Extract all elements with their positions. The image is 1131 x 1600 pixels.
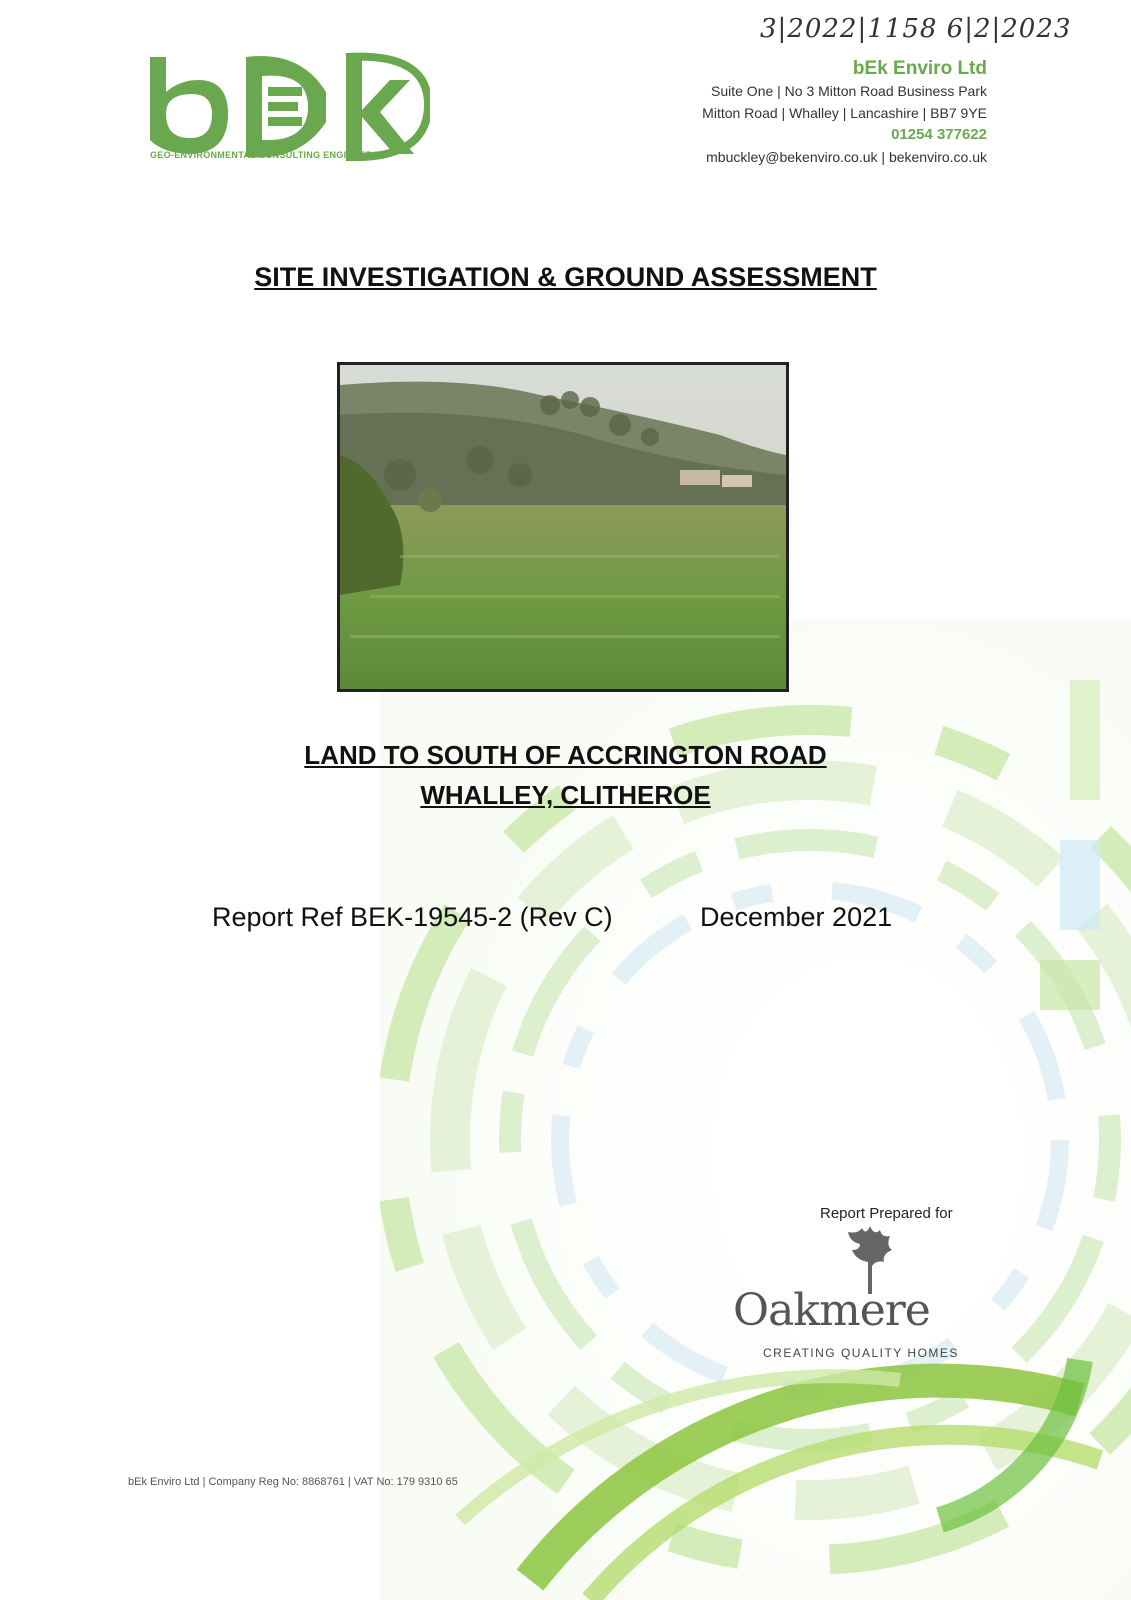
site-photo <box>337 362 789 692</box>
company-email-website: mbuckley@bekenviro.co.uk | bekenviro.co.uk <box>706 149 987 165</box>
document-title: SITE INVESTIGATION & GROUND ASSESSMENT <box>254 262 877 292</box>
company-name: bEk Enviro Ltd <box>852 58 987 79</box>
site-location-line-1: LAND TO SOUTH OF ACCRINGTON ROAD <box>304 740 827 770</box>
handwritten-reference-note: 3|2022|1158 6|2|2023 <box>760 14 1072 44</box>
site-location-line-2: WHALLEY, CLITHEROE <box>420 780 711 810</box>
prepared-for-label: Report Prepared for <box>820 1205 953 1222</box>
company-address-line-1: Suite One | No 3 Mitton Road Business Park <box>711 83 987 99</box>
client-tagline: CREATING QUALITY HOMES <box>763 1346 959 1360</box>
report-reference: Report Ref BEK-19545-2 (Rev C) <box>212 902 613 932</box>
company-address-line-2: Mitton Road | Whalley | Lancashire | BB7 9YE <box>702 105 987 121</box>
client-logo-name: Oakmere <box>733 1285 930 1336</box>
footer-company-details: bEk Enviro Ltd | Company Reg No: 8868761 | VAT No: 179 9310 65 <box>128 1476 458 1488</box>
logo-tagline: GEO-ENVIRONMENTAL CONSULTING ENGINEERS <box>150 150 379 160</box>
report-date: December 2021 <box>700 902 893 932</box>
company-phone: 01254 377622 <box>891 126 987 143</box>
company-contact-block <box>702 58 987 168</box>
